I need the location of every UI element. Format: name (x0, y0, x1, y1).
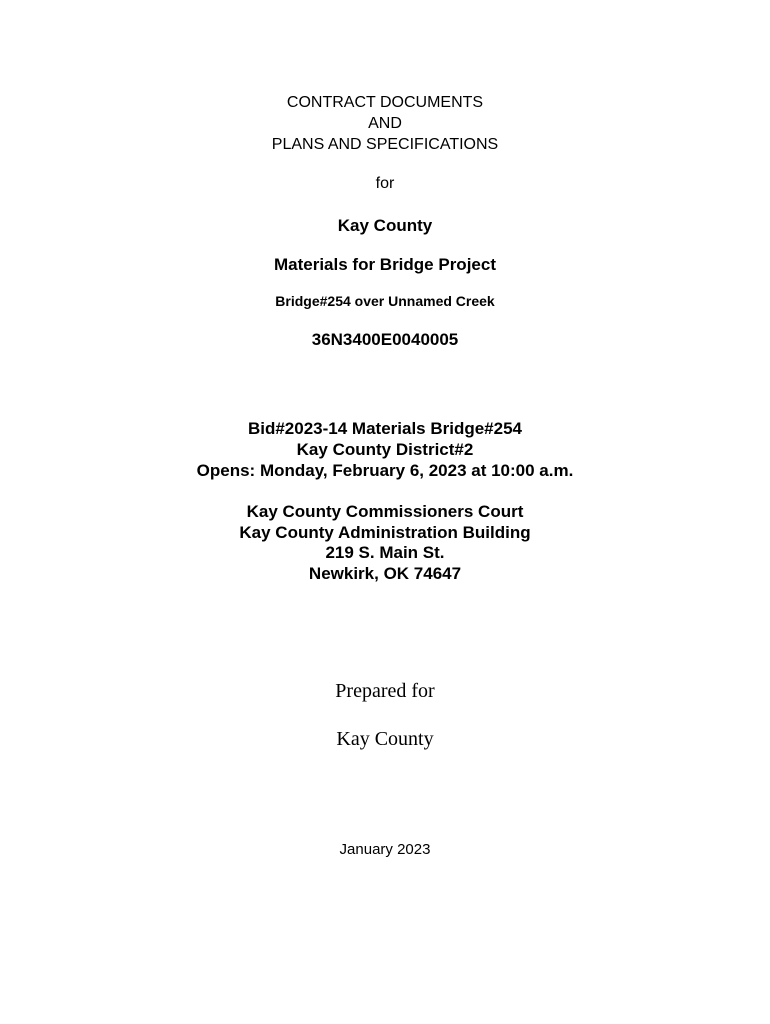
location-street: 219 S. Main St. (325, 543, 445, 562)
bid-title: Bid#2023-14 Materials Bridge#254 (247, 419, 523, 438)
bridge-location: Bridge#254 over Unnamed Creek (275, 293, 495, 309)
location-building: Kay County Administration Building (239, 523, 531, 542)
bid-opening: Opens: Monday, February 6, 2023 at 10:00 a.m. (196, 461, 574, 480)
heading-line-1: CONTRACT DOCUMENTS (286, 94, 484, 111)
document-date: January 2023 (339, 841, 431, 858)
bid-district: Kay County District#2 (296, 440, 474, 459)
for-label: for (375, 175, 395, 192)
project-number: 36N3400E0040005 (311, 330, 459, 349)
heading-line-2: AND (368, 115, 402, 132)
location-city: Newkirk, OK 74647 (308, 564, 462, 583)
project-name: Materials for Bridge Project (273, 255, 496, 274)
prepared-for-entity: Kay County (336, 728, 434, 750)
heading-line-3: PLANS AND SPECIFICATIONS (271, 136, 499, 153)
owner-name: Kay County (337, 216, 433, 235)
location-court: Kay County Commissioners Court (246, 502, 524, 521)
prepared-for-label: Prepared for (335, 680, 435, 702)
